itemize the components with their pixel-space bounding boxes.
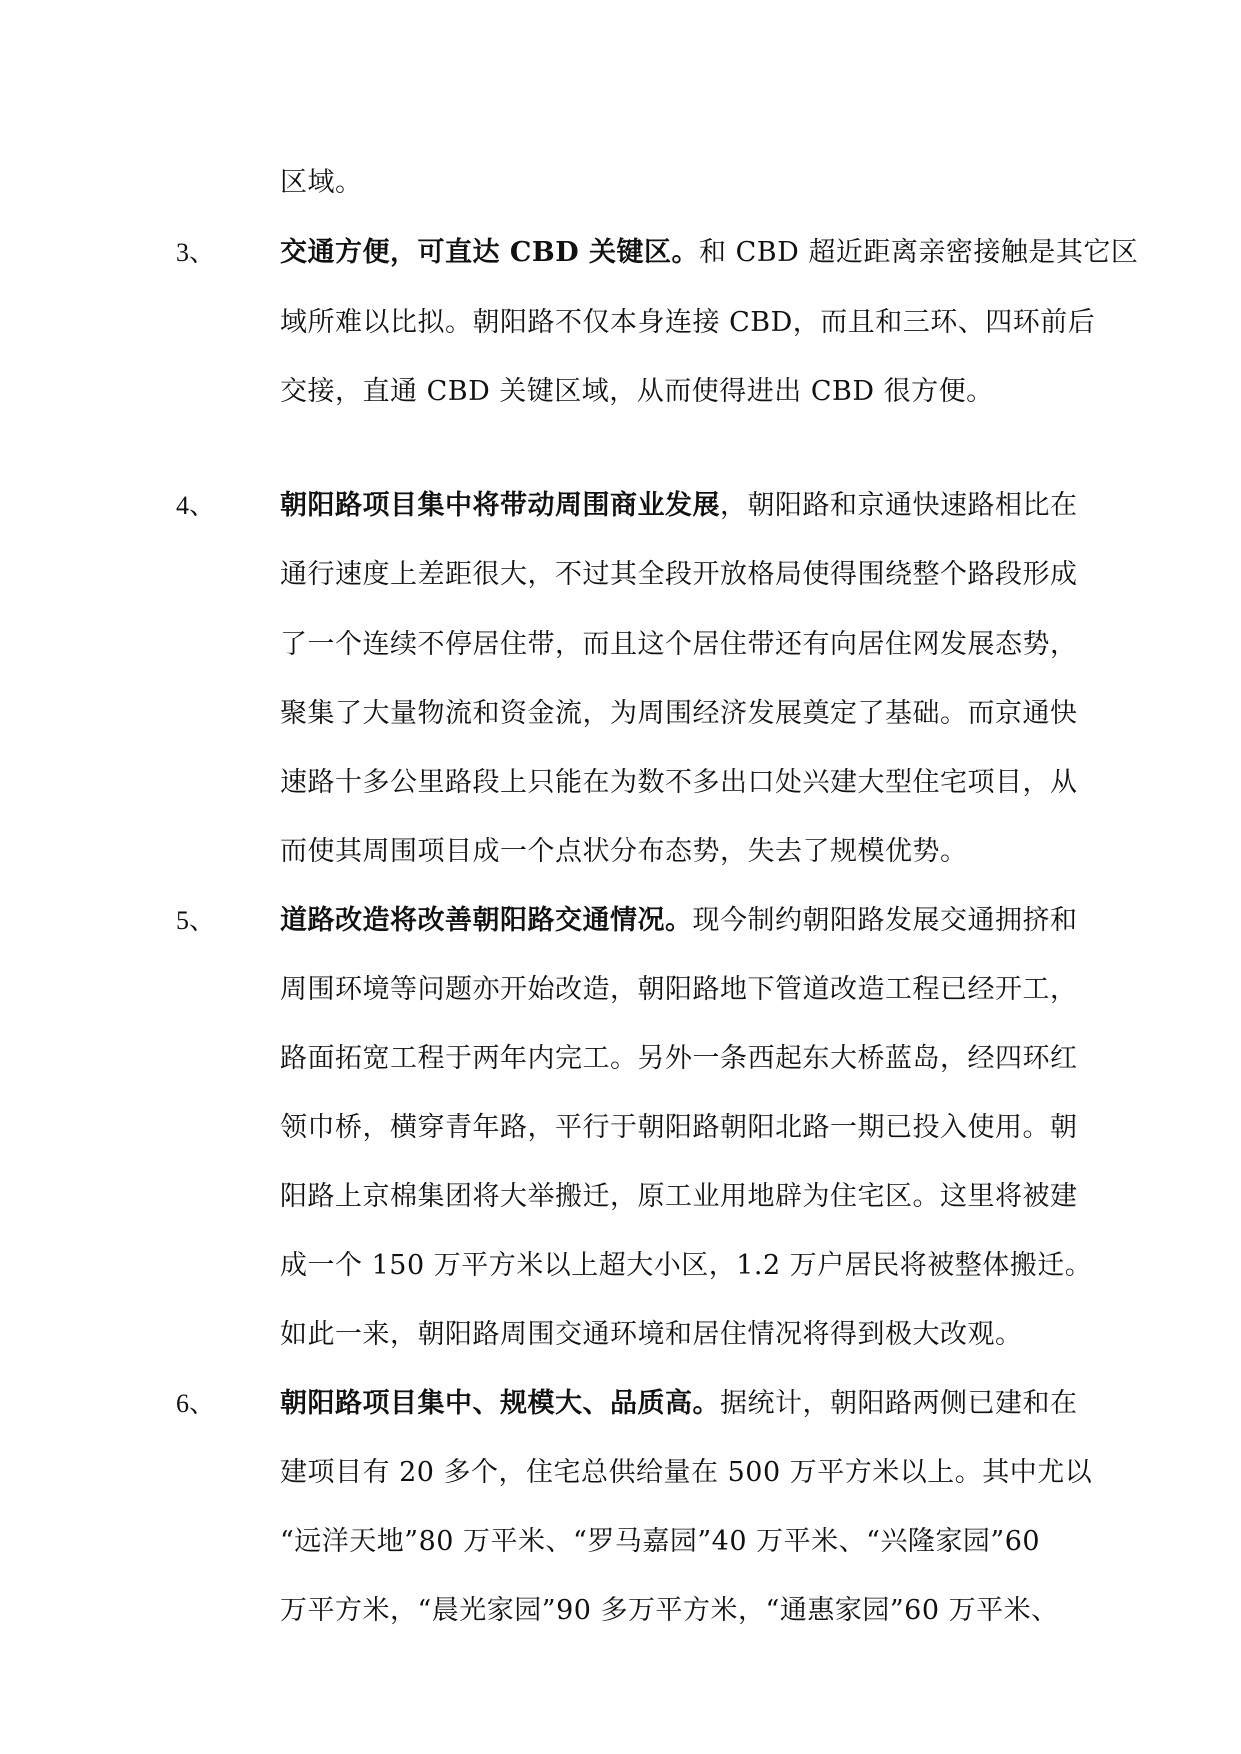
item-line (280, 233, 1138, 273)
item-heading: 道路改造将改善朝阳路交通情况。 (280, 905, 693, 936)
line-text: 据统计，朝阳路两侧已建和在 (720, 1388, 1078, 1419)
item-line (280, 555, 1078, 595)
line-text: 领巾桥，横穿青年路，平行于朝阳路朝阳北路一期已投入使用。朝 (280, 1112, 1078, 1143)
item-line (280, 1039, 1078, 1079)
paragraph-continuation-line (280, 163, 363, 203)
item-number: 5、 (176, 906, 216, 935)
item-line (280, 1384, 1078, 1424)
line-text: 交接，直通 CBD 关键区域，从而使得进出 CBD 很方便。 (280, 376, 994, 407)
item-line (280, 763, 1078, 803)
item-line (280, 372, 994, 412)
item-number: 6、 (176, 1389, 216, 1418)
line-text: 周围环境等问题亦开始改造，朝阳路地下管道改造工程已经开工， (280, 974, 1078, 1005)
item-heading: 朝阳路项目集中、规模大、品质高。 (280, 1388, 720, 1419)
item-line (280, 1591, 1059, 1631)
line-text: 建项目有 20 多个，住宅总供给量在 500 万平方米以上。其中尤以 (280, 1457, 1093, 1488)
line-text: “远洋天地”80 万平米、“罗马嘉园”40 万平米、“兴隆家园”60 (280, 1526, 1041, 1557)
item-line (280, 970, 1078, 1010)
item-line (280, 303, 1095, 343)
line-text: 和 CBD 超近距离亲密接触是其它区 (699, 237, 1139, 268)
item-line (280, 1246, 1092, 1286)
line-text: 聚集了大量物流和资金流，为周围经济发展奠定了基础。而京通快 (280, 698, 1078, 729)
item-number: 4、 (176, 491, 216, 520)
line-text: 如此一来，朝阳路周围交通环境和居住情况将得到极大改观。 (280, 1319, 1023, 1350)
line-text: 现今制约朝阳路发展交通拥挤和 (692, 905, 1078, 936)
item-line (280, 1522, 1040, 1562)
line-text: 通行速度上差距很大，不过其全段开放格局使得围绕整个路段形成 (280, 559, 1078, 590)
item-heading: 朝阳路项目集中将带动周围商业发展 (280, 490, 720, 521)
line-text: 路面拓宽工程于两年内完工。另外一条西起东大桥蓝岛，经四环红 (280, 1043, 1078, 1074)
item-heading: 交通方便，可直达 CBD 关键区。 (280, 237, 700, 268)
line-text: ，朝阳路和京通快速路相比在 (720, 490, 1078, 521)
item-line (280, 1177, 1078, 1217)
item-number: 3、 (176, 238, 216, 267)
item-line (280, 832, 968, 872)
item-line (280, 1453, 1092, 1493)
item-line (280, 486, 1078, 526)
item-line (280, 1108, 1078, 1148)
item-line (280, 1315, 1023, 1355)
item-line (280, 901, 1078, 941)
line-text: 阳路上京棉集团将大举搬迁，原工业用地辟为住宅区。这里将被建 (280, 1181, 1078, 1212)
line-text: 了一个连续不停居住带，而且这个居住带还有向居住网发展态势， (280, 629, 1078, 660)
line-text: 成一个 150 万平方米以上超大小区，1.2 万户居民将被整体搬迁。 (280, 1250, 1093, 1281)
line-text: 区域。 (280, 167, 363, 198)
item-line (280, 694, 1078, 734)
line-text: 而使其周围项目成一个点状分布态势，失去了规模优势。 (280, 836, 968, 867)
item-line (280, 625, 1078, 665)
line-text: 域所难以比拟。朝阳路不仅本身连接 CBD，而且和三环、四环前后 (280, 307, 1096, 338)
line-text: 速路十多公里路段上只能在为数不多出口处兴建大型住宅项目，从 (280, 767, 1078, 798)
line-text: 万平方米，“晨光家园”90 多万平方米，“通惠家园”60 万平米、 (280, 1595, 1059, 1626)
